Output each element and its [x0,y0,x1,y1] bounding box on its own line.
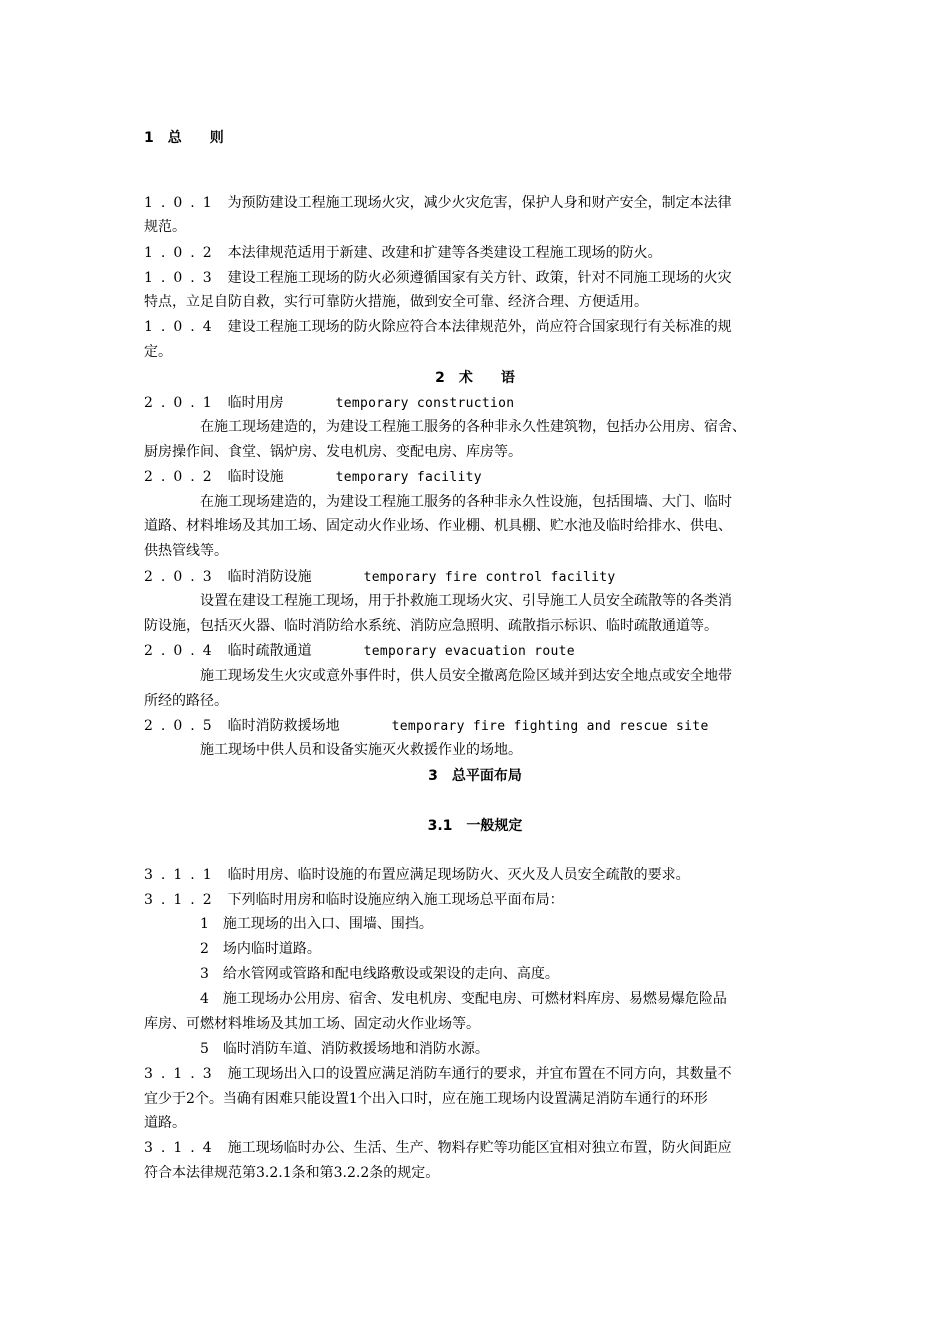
clause-number: 2.0.5 [144,718,220,734]
term-cn: 临时疏散通道 [227,643,312,659]
clause-1-0-3-cont: 特点，立足自防自救，实行可靠防火措施，做到安全可靠、经济合理、方便适用。 [144,294,648,310]
term-2-0-1-def: 在施工现场建造的，为建设工程施工服务的各种非永久性建筑物，包括办公用房、宿舍、 [200,419,746,435]
clause-text: 建设工程施工现场的防火必须遵循国家有关方针、政策，针对不同施工现场的火灾 [227,270,732,286]
list-item: 3 给水管网或管路和配电线路敷设或架设的走向、高度。 [200,966,559,982]
term-en: temporary fire control facility [363,570,616,585]
clause-3-1-2 [144,889,824,911]
list-item: 5 临时消防车道、消防救援场地和消防水源。 [200,1041,489,1057]
clause-3-1-3-cont2: 道路。 [144,1115,186,1131]
clause-3-1-3 [144,1063,824,1085]
clause-number: 1.0.4 [144,319,220,335]
term-2-0-3 [144,566,824,589]
term-en: temporary construction [335,396,515,411]
clause-1-0-1-cont: 规范。 [144,219,186,235]
list-item: 1 施工现场的出入口、围墙、围挡。 [200,916,433,932]
term-2-0-2-def: 在施工现场建造的，为建设工程施工服务的各种非永久性设施，包括围墙、大门、临时 [200,494,732,510]
term-2-0-4-def: 施工现场发生火灾或意外事件时，供人员安全撤离危险区域并到达安全地点或安全地带 [200,668,732,684]
clause-3-1-3-cont: 宜少于2个。当确有困难只能设置1个出入口时，应在施工现场内设置满足消防车通行的环形 [144,1091,708,1107]
term-cn: 临时设施 [227,469,284,485]
clause-text: 为预防建设工程施工现场火灾，减少火灾危害，保护人身和财产安全，制定本法律 [227,195,732,211]
clause-number: 3.1.2 [144,892,220,908]
clause-text: 下列临时用房和临时设施应纳入施工现场总平面布局： [227,892,564,908]
term-2-0-5 [144,715,824,738]
clause-number: 2.0.2 [144,469,220,485]
term-2-0-1 [144,392,824,415]
chapter-1-title: 1 总 则 [144,130,224,146]
clause-3-1-1 [144,864,824,886]
clause-3-1-4-cont: 符合本法律规范第3.2.1条和第3.2.2条的规定。 [144,1165,440,1181]
clause-3-1-4 [144,1137,824,1159]
term-2-0-4 [144,640,824,663]
term-en: temporary facility [335,470,482,485]
clause-text: 建设工程施工现场的防火除应符合本法律规范外，尚应符合国家现行有关标准的规 [227,319,732,335]
chapter-2-title: 2 术 语 [435,370,515,386]
clause-number: 2.0.4 [144,643,220,659]
clause-1-0-4-cont: 定。 [144,344,172,360]
term-2-0-5-def: 施工现场中供人员和设备实施灭火救援作业的场地。 [200,742,522,758]
clause-1-0-4 [144,316,824,338]
term-2-0-2-def-cont: 道路、材料堆场及其加工场、固定动火作业场、作业棚、机具棚、贮水池及临时给排水、供电、 [144,518,732,534]
clause-text: 施工现场临时办公、生活、生产、物料存贮等功能区宜相对独立布置，防火间距应 [227,1140,732,1156]
term-en: temporary fire fighting and rescue site [391,719,709,734]
clause-number: 2.0.3 [144,569,220,585]
list-item-cont: 库房、可燃材料堆场及其加工场、固定动火作业场等。 [144,1016,480,1032]
chapter-3-title: 3 总平面布局 [428,768,522,784]
clause-text: 本法律规范适用于新建、改建和扩建等各类建设工程施工现场的防火。 [227,245,662,261]
clause-1-0-3 [144,267,824,289]
term-cn: 临时用房 [227,395,284,411]
clause-number: 3.1.3 [144,1066,220,1082]
clause-number: 2.0.1 [144,395,220,411]
clause-number: 1.0.1 [144,195,220,211]
section-3-1-title: 3.1 一般规定 [427,818,523,834]
clause-text: 施工现场出入口的设置应满足消防车通行的要求，并宜布置在不同方向，其数量不 [227,1066,732,1082]
term-2-0-2-def-cont2: 供热管线等。 [144,543,228,559]
term-en: temporary evacuation route [363,644,575,659]
clause-number: 1.0.3 [144,270,220,286]
term-cn: 临时消防救援场地 [227,718,340,734]
term-2-0-4-def-cont: 所经的路径。 [144,693,228,709]
clause-1-0-2 [144,242,824,264]
clause-number: 3.1.1 [144,867,220,883]
clause-1-0-1 [144,192,824,214]
list-item: 2 场内临时道路。 [200,941,321,957]
clause-number: 1.0.2 [144,245,220,261]
term-2-0-3-def: 设置在建设工程施工现场，用于扑救施工现场火灾、引导施工人员安全疏散等的各类消 [200,593,732,609]
term-cn: 临时消防设施 [227,569,312,585]
term-2-0-2 [144,466,824,489]
clause-text: 临时用房、临时设施的布置应满足现场防火、灭火及人员安全疏散的要求。 [227,867,690,883]
clause-number: 3.1.4 [144,1140,220,1156]
term-2-0-1-def-cont: 厨房操作间、食堂、锅炉房、发电机房、变配电房、库房等。 [144,444,522,460]
term-2-0-3-def-cont: 防设施，包括灭火器、临时消防给水系统、消防应急照明、疏散指示标识、临时疏散通道等。 [144,618,718,634]
list-item: 4 施工现场办公用房、宿舍、发电机房、变配电房、可燃材料库房、易燃易爆危险品 [200,991,727,1007]
